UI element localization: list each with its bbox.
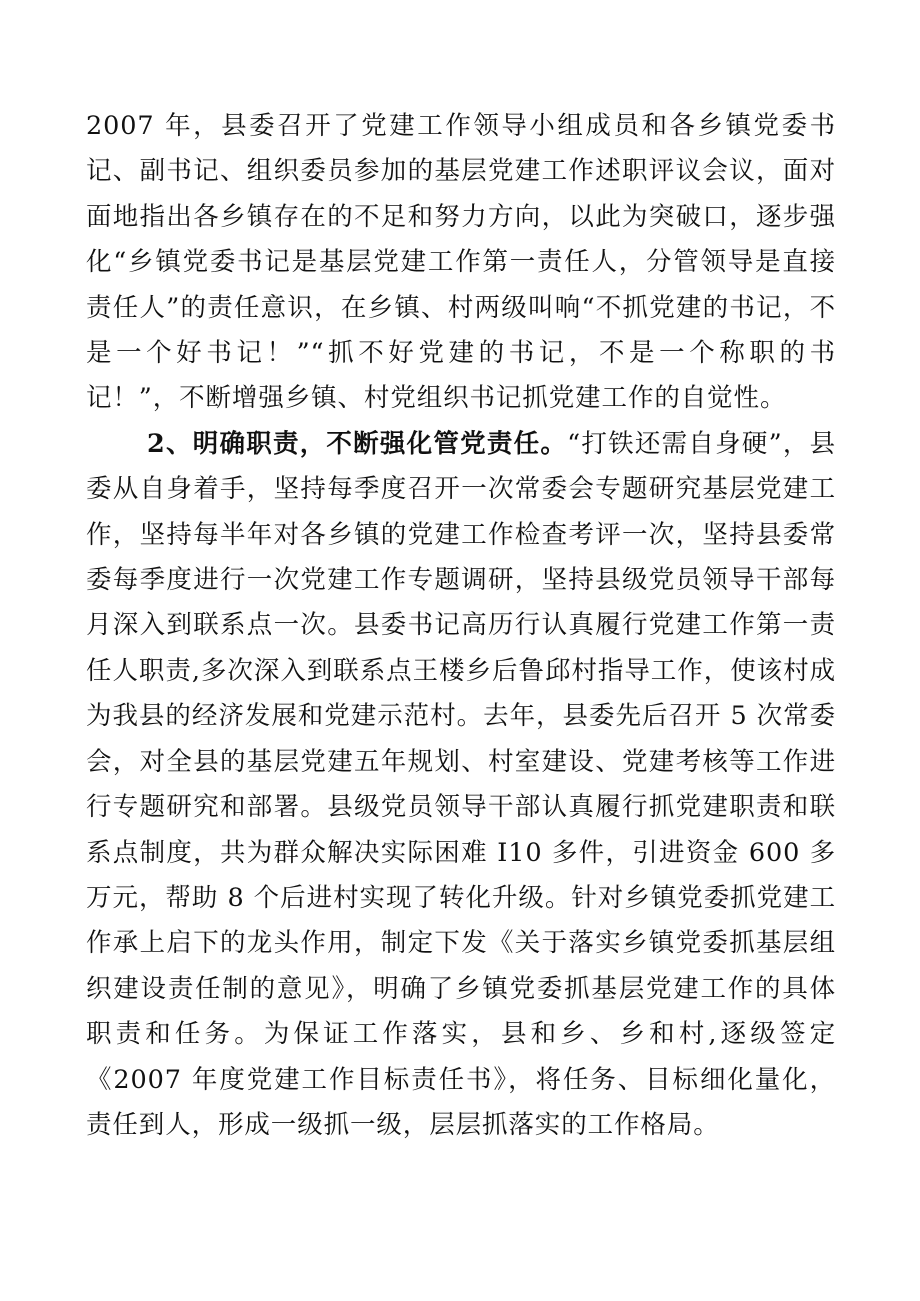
paragraph-party-building-review bbox=[86, 104, 836, 422]
document-body bbox=[86, 104, 836, 1148]
paragraph-text: “打铁还需自身硬”，县委从自身着手，坚持每季度召开一次常委会专题研究基层党建工作，坚持每半年对各乡镇的党建工作检查考评一次，坚持县委常委每季度进行一次党建工作专题调研，坚持县级党员领导干部每月深入到联系点一次。县委书记高历行认真履行党建工作第一责任人职责,多次深入到联系点王楼乡后鲁邱村指导工作，使该村成为我县的经济发展和党建示范村。去年，县委先后召开 5 次常委会，对全县的基层党建五年规划、村室建设、党建考核等工作进行专题研究和部署。县级党员领导干部认真履行抓党建职责和联系点制度，共为群众解决实际困难 I10 多件，引进资金 600 多万元，帮助 8 个后进村实现了转化升级。针对乡镇党委抓党建工作承上启下的龙头作用，制定下发《关于落实乡镇党委抓基层组织建设责任制的意见》，明确了乡镇党委抓基层党建工作的具体职责和任务。为保证工作落实，县和乡、乡和村,逐级签定《2007 年度党建工作目标责任书》，将任务、目标细化量化，责任到人，形成一级抓一级，层层抓落实的工作格局。 bbox=[86, 428, 836, 1140]
section-heading: 2、明确职责，不断强化管党责任。 bbox=[147, 428, 568, 459]
paragraph-clarify-responsibilities bbox=[86, 422, 836, 1149]
paragraph-text: 2007 年，县委召开了党建工作领导小组成员和各乡镇党委书记、副书记、组织委员参加的基层党建工作述职评议会议，面对面地指出各乡镇存在的不足和努力方向，以此为突破口，逐步强化“乡镇党委书记是基层党建工作第一责任人，分管领导是直接责任人”的责任意识，在乡镇、村两级叫响“不抓党建的书记，不是一个好书记！”“抓不好党建的书记，不是一个称职的书记！”，不断增强乡镇、村党组织书记抓党建工作的自觉性。 bbox=[86, 111, 836, 414]
